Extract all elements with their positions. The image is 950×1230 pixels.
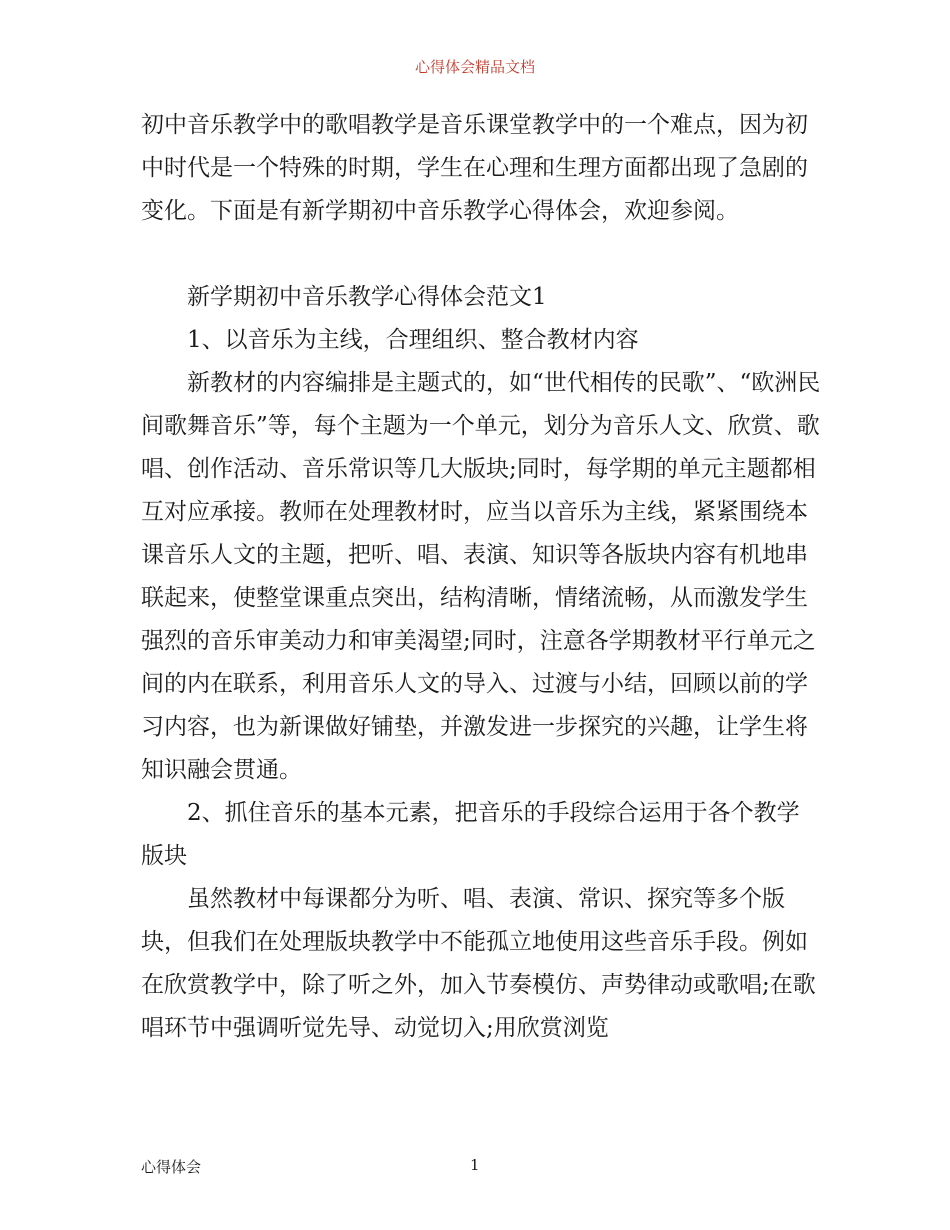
section1-heading: 1、以音乐为主线，合理组织、整合教材内容 <box>187 327 639 353</box>
section2-heading: 2、抓住音乐的基本元素，把音乐的手段综合运用于各个教学版块 <box>141 800 800 869</box>
section1-paragraph: 新教材的内容编排是主题式的，如“世代相传的民歌”、“欧洲民间歌舞音乐”等，每个主题为一个单元，划分为音乐人文、欣赏、歌唱、创作活动、音乐常识等几大版块;同时，每学期的单元主题都相互对应承接。教师在处理教材时，应当以音乐为主线，紧紧围绕本课音乐人文的主题，把听、唱、表演、知识等各版块内容有机地串联起来，使整堂课重点突出，结构清晰，情绪流畅，从而激发学生强烈的音乐审美动力和审美渴望;同时，注意各学期教材平行单元之间的内在联系，利用音乐人文的导入、过渡与小结，回顾以前的学习内容，也为新课做好铺垫，并激发进一步探究的兴趣，让学生将知识融会贯通。 <box>141 370 821 783</box>
section2-paragraph: 虽然教材中每课都分为听、唱、表演、常识、探究等多个版块，但我们在处理版块教学中不能孤立地使用这些音乐手段。例如在欣赏教学中，除了听之外，加入节奏模仿、声势律动或歌唱;在歌唱环节中强调听觉先导、动觉切入;用欣赏浏览 <box>141 886 816 1041</box>
document-body <box>141 104 821 1050</box>
page-header: 心得体会精品文档 <box>414 58 535 76</box>
essay-title: 新学期初中音乐教学心得体会范文1 <box>187 284 547 310</box>
intro-paragraph: 初中音乐教学中的歌唱教学是音乐课堂教学中的一个难点，因为初中时代是一个特殊的时期，学生在心理和生理方面都出现了急剧的变化。下面是有新学期初中音乐教学心得体会，欢迎参阅。 <box>141 112 808 224</box>
footer-label: 心得体会 <box>141 1158 202 1176</box>
page-number: 1 <box>470 1156 480 1174</box>
